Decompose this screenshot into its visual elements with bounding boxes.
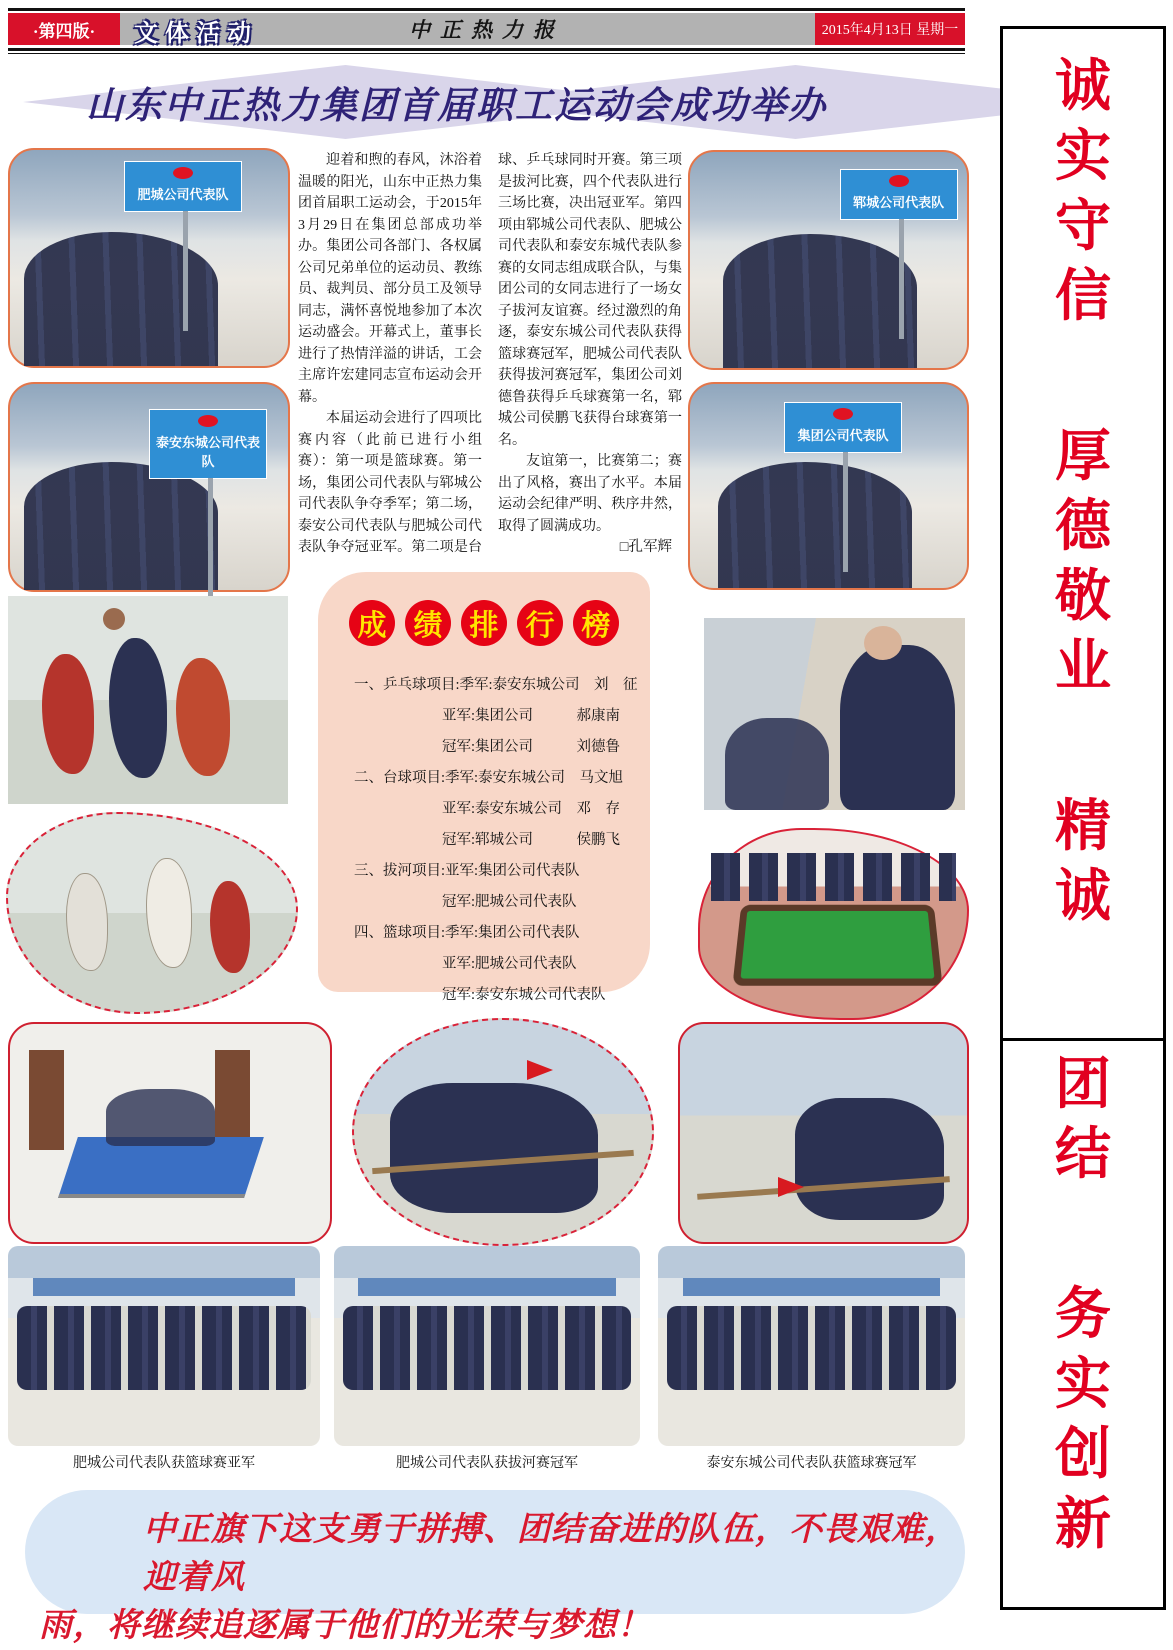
footer-slogan-line: 雨，将继续追逐属于他们的光荣与梦想！ xyxy=(39,1608,651,1644)
motto-char: 厚 xyxy=(1055,423,1111,489)
motto-char: 务 xyxy=(1055,1281,1111,1347)
result-row: 冠军:郓城公司 侯鹏飞 xyxy=(442,832,621,848)
photo-caption: 肥城公司代表队获篮球赛亚军 xyxy=(73,1456,255,1471)
motto-char: 敬 xyxy=(1055,563,1111,629)
article-byline: □孔军辉 xyxy=(619,539,672,555)
photo-award-feicheng-basketball xyxy=(8,1246,320,1446)
result-row: 亚军:泰安东城公司 邓 存 xyxy=(442,801,621,817)
photo-basketball-court xyxy=(6,812,298,1014)
sidebar-motto-box-bottom xyxy=(1000,1038,1166,1610)
results-list xyxy=(318,670,650,1011)
results-title-char: 绩 xyxy=(405,600,451,646)
photo-award-feicheng-tugofwar xyxy=(334,1246,640,1446)
article-paragraph: 友谊第一，比赛第二；赛出了风格，赛出了水平。本届运动会纪律严明、秩序井然，取得了圆满成功。 xyxy=(498,454,682,534)
result-row: 冠军:泰安东城公司代表队 xyxy=(442,987,606,1003)
results-title-char: 行 xyxy=(517,600,563,646)
results-title-char: 成 xyxy=(349,600,395,646)
result-row: 四、篮球项目:季军:集团公司代表队 xyxy=(354,925,580,941)
lineup-shape xyxy=(667,1306,956,1390)
results-ranking-box xyxy=(318,572,650,1003)
motto-char: 实 xyxy=(1055,123,1111,189)
result-row: 一、乒乓球项目:季军:泰安东城公司 刘 征 xyxy=(354,677,638,693)
header-rule-thick xyxy=(8,48,965,51)
photo-speech-microphone xyxy=(704,618,965,810)
photo-march-yuncheng xyxy=(688,150,969,370)
player-shape xyxy=(109,638,167,778)
article-body xyxy=(298,150,682,578)
team-sign-yuncheng: 郓城公司代表队 xyxy=(840,169,958,220)
motto-char: 结 xyxy=(1055,1121,1111,1187)
sidebar-motto-box-top xyxy=(1000,26,1166,1060)
motto-char: 信 xyxy=(1055,263,1111,329)
player-shape xyxy=(210,881,250,973)
photo-caption: 肥城公司代表队获拔河赛冠军 xyxy=(396,1456,578,1471)
audience-shape xyxy=(725,718,829,810)
date-box: 2015年4月13日 星期一 xyxy=(815,13,965,45)
paper-title: 中正热力报 xyxy=(409,18,564,42)
result-row: 三、拔河项目:亚军:集团公司代表队 xyxy=(354,863,580,879)
team-sign-taian-dongcheng: 泰安东城公司代表队 xyxy=(149,409,267,479)
photo-table-tennis xyxy=(8,1022,332,1244)
player-shape xyxy=(66,873,108,971)
team-sign-feicheng: 肥城公司代表队 xyxy=(124,161,242,212)
photo-march-group xyxy=(688,382,969,590)
motto-char: 实 xyxy=(1055,1351,1111,1417)
section-label: 文体活动 xyxy=(134,20,258,47)
red-flag-shape xyxy=(527,1060,553,1080)
player-shape xyxy=(176,658,230,776)
motto-char: 创 xyxy=(1055,1421,1111,1487)
banner-shape xyxy=(683,1278,941,1296)
crowd-shape xyxy=(718,462,912,588)
result-row: 冠军:肥城公司代表队 xyxy=(442,894,577,910)
results-title-char: 榜 xyxy=(573,600,619,646)
spectators-shape xyxy=(106,1089,215,1146)
billiard-table-shape xyxy=(733,905,943,986)
article-paragraph: 迎着和煦的春风，沐浴着温暖的阳光，山东中正热力集团首届职工运动会，于2015年3月29日在集团总部成功举办。集团公司各部门、各权属公司兄弟单位的运动员、教练员、裁判员、部分员工及领导同志，满怀喜悦地参加了本次运动盛会。开幕式上，董事长进行了热情洋溢的讲话，工会主席许宏建同志宣布运动会开幕。 xyxy=(298,153,482,405)
banner-shape xyxy=(33,1278,295,1296)
headline-band xyxy=(8,62,965,142)
player-shape xyxy=(146,858,192,968)
results-title xyxy=(318,600,650,646)
photo-march-taian-dongcheng xyxy=(8,382,290,592)
photo-award-dongcheng-basketball xyxy=(658,1246,965,1446)
crowd-shape xyxy=(24,232,219,366)
player-shape xyxy=(42,654,94,774)
door-shape xyxy=(29,1050,64,1150)
footer-slogan-banner xyxy=(25,1490,965,1644)
result-row: 亚军:集团公司 郝康南 xyxy=(442,708,621,724)
table-tennis-table-shape xyxy=(58,1137,263,1198)
photo-basketball-jump xyxy=(8,596,288,804)
pullers-shape xyxy=(795,1098,944,1220)
footer-slogan-line: 中正旗下这支勇于拼搏、团结奋进的队伍，不畏艰难，迎着风 xyxy=(143,1512,959,1596)
team-sign-group: 集团公司代表队 xyxy=(784,402,902,453)
pullers-shape xyxy=(390,1083,599,1213)
speaker-head-shape xyxy=(864,626,902,660)
photo-tug-of-war-closeup xyxy=(352,1018,654,1246)
banner-shape xyxy=(358,1278,615,1296)
red-flag-shape xyxy=(778,1177,804,1197)
crowd-shape xyxy=(723,234,917,368)
result-row: 亚军:肥城公司代表队 xyxy=(442,956,577,972)
crowd-shape xyxy=(24,462,219,590)
photo-tug-of-war-outdoor xyxy=(678,1022,969,1244)
photo-march-feicheng xyxy=(8,148,290,368)
motto-char: 新 xyxy=(1055,1491,1111,1557)
basketball-shape xyxy=(103,608,125,630)
header-bar xyxy=(8,13,965,45)
motto-char: 德 xyxy=(1055,493,1111,559)
top-rule xyxy=(8,8,965,11)
speaker-shape xyxy=(840,645,955,810)
motto-char: 守 xyxy=(1055,193,1111,259)
lineup-shape xyxy=(17,1306,310,1390)
result-row: 二、台球项目:季军:泰安东城公司 马文旭 xyxy=(354,770,624,786)
motto-char: 精 xyxy=(1055,793,1111,859)
spectators-shape xyxy=(711,853,957,902)
results-title-char: 排 xyxy=(461,600,507,646)
main-headline: 山东中正热力集团首届职工运动会成功举办 xyxy=(86,86,827,127)
photo-billiards xyxy=(698,828,969,1020)
motto-char: 团 xyxy=(1055,1051,1111,1117)
motto-char: 业 xyxy=(1055,633,1111,699)
result-row: 冠军:集团公司 刘德鲁 xyxy=(442,739,621,755)
article-paragraph: 本届运动会进行了四项比赛内容（此前已进行小组赛）：第一项是篮球赛。第一场，集团公司代表队与郓城公司代表队争夺季军；第二场，泰安公司代表队与肥城公司代表队争夺冠亚军。第二项是台球、乒乓球同时开赛。第三项是拔河比赛，四个代表队进行三场比赛，决出冠亚军。第四项由郓城公司代表队、肥城公司代表队和泰安东城代表队参赛的女同志组成联合队，与集团公司的女同志进行了一场女子拔河友谊赛。经过激烈的角逐，泰安东城公司代表队获得篮球赛冠军，肥城公司代表队获得拔河赛冠军，集团公司刘德鲁获得乒乓球赛第一名，郓城公司侯鹏飞获得台球赛第一名。 xyxy=(298,153,682,555)
door-shape xyxy=(215,1050,250,1150)
motto-char: 诚 xyxy=(1055,53,1111,119)
photo-caption: 泰安东城公司代表队获篮球赛冠军 xyxy=(706,1456,917,1471)
motto-char: 诚 xyxy=(1055,863,1111,929)
header-rule-thin xyxy=(8,53,965,54)
lineup-shape xyxy=(343,1306,631,1390)
page-number-box: ·第四版· xyxy=(8,13,120,45)
